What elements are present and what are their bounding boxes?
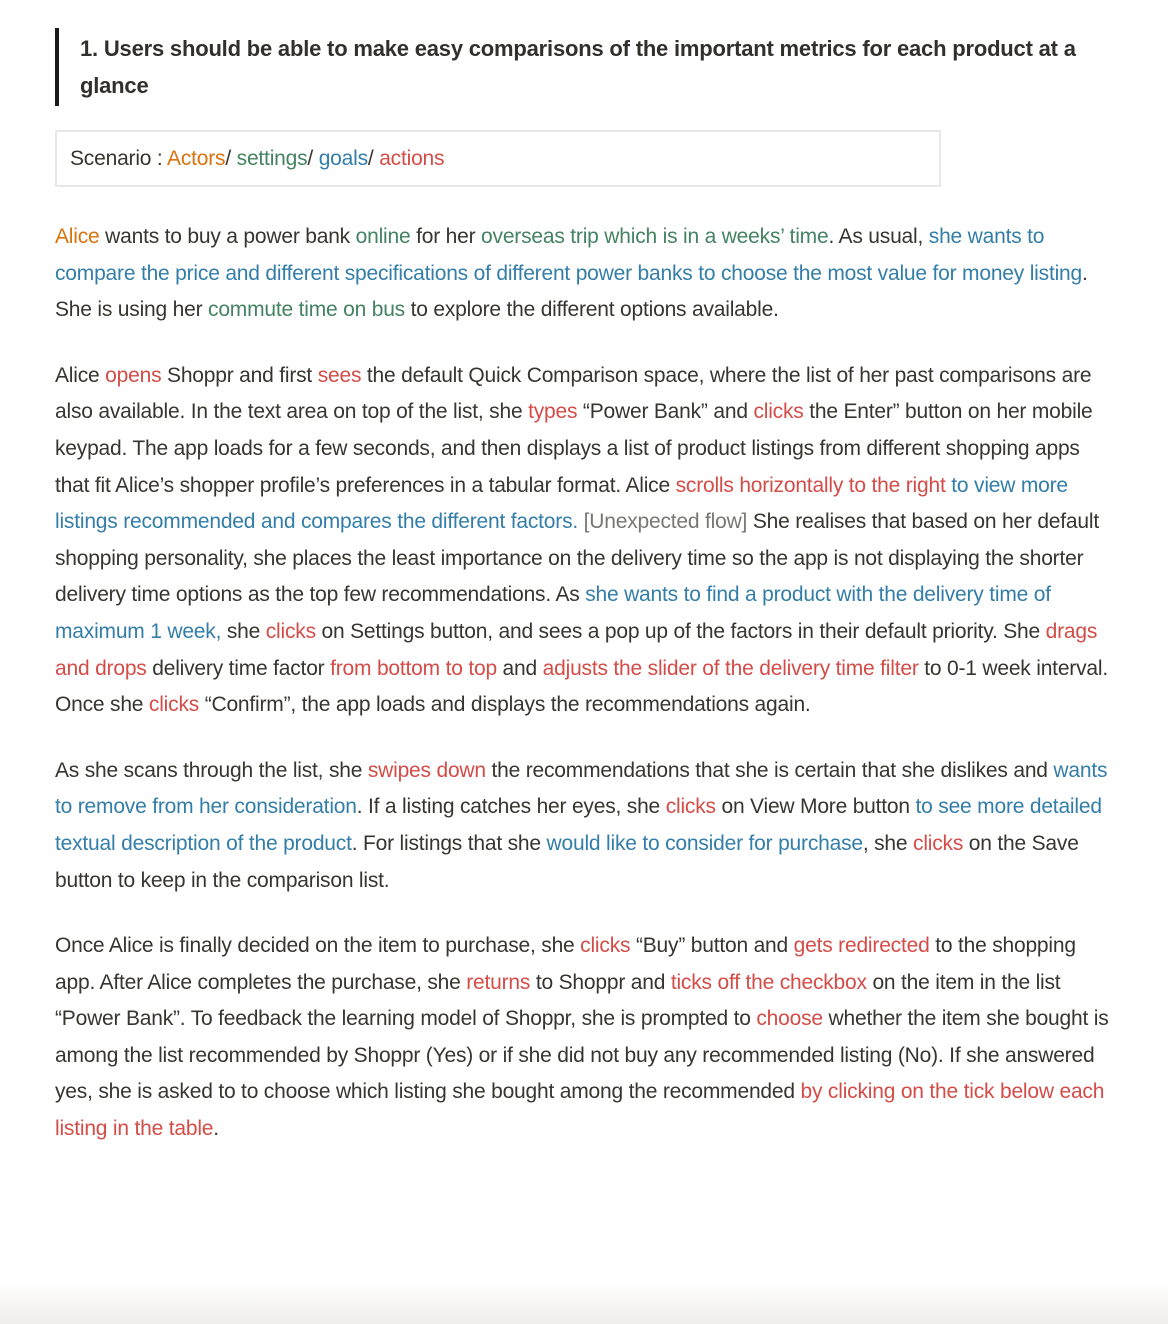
text-span-blue: she wants to find a product with the delivery time of maximum 1 week, [55,583,1051,643]
text-span-default: . For listings that she [351,831,547,855]
text-span-default: to explore the different options available. [404,298,779,322]
text-span-green: settings [236,147,308,170]
text-span-red: from bottom to top [330,656,497,680]
text-span-default: Scenario : [70,147,168,170]
text-span-red: adjusts the slider of the delivery time filter [542,656,919,680]
text-span-blue: wants to remove from her consideration [55,758,1108,819]
text-span-default: on the Save button to keep in the comparison list. [55,831,1079,892]
text-span-blue: would like to consider for purchase [546,831,863,855]
text-span-green: commute time on bus [208,298,405,322]
text-span-red: clicks [665,795,716,819]
page-bottom-fade [0,1282,1168,1324]
text-span-red: returns [466,970,531,994]
text-span-blue: she wants to compare the price and different specifications of different power banks to choose the most value for money listing [55,225,1083,285]
text-span-red: ticks off the checkbox [670,970,867,994]
section-heading: 1. Users should be able to make easy comparisons of the important metrics for each product at a glance [55,28,1110,106]
text-span-default: “Power Bank” and [577,400,754,424]
text-span-default: the default Quick Comparison space, where the list of her past comparisons are also available. In the text area on top of the list, she [55,363,1092,424]
text-span-default: “Buy” button and [630,934,794,958]
text-span-blue: to see more detailed textual description of the product [55,795,1102,855]
text-span-default: As she scans through the list, she [55,758,368,782]
text-span-default: She realises that based on her default shopping personality, she places the least importance on the delivery time so the app is not displaying the shorter delivery time options as the top few recommendations. As [55,510,1099,607]
text-span-default: Once Alice is finally decided on the item to purchase, she [55,934,581,958]
text-span-default: the recommendations that she is certain that she dislikes and [485,758,1054,782]
text-span-red: scrolls horizontally to the right [675,473,946,497]
text-span-default: . [213,1117,219,1141]
text-span-default: Shoppr and first [161,363,318,387]
paragraph-purchase-feedback [55,928,1113,1148]
text-span-red: opens [105,363,162,387]
text-span-default: / [225,147,237,170]
text-span-default: / [367,147,380,170]
text-span-default: , she [862,831,914,855]
text-span-default: on View More button [715,795,916,819]
text-span-red: actions [379,147,445,170]
text-span-red: clicks [265,619,316,643]
paragraph-list-scanning [55,753,1113,899]
text-span-default: . She is using her [55,261,1088,322]
text-span-orange: Alice [55,225,100,248]
text-span-red: drags and drops [55,619,1098,680]
text-span-default: . If a listing catches her eyes, she [356,795,666,819]
text-span-red: by clicking on the tick below each listing in the table [55,1080,1105,1141]
text-span-default: / [307,147,319,170]
text-span-green: overseas trip which is in a weeks’ time [481,225,829,248]
text-span-red: clicks [148,693,200,717]
text-span-default: to 0-1 week interval. Once she [55,656,1108,717]
scenario-box [55,130,941,187]
text-span-default: on Settings button, and sees a pop up of the factors in their default priority. She [315,619,1046,643]
text-span-default: delivery time factor [146,656,331,680]
text-span-default: to Shoppr and [530,970,671,994]
text-span-default: for her [410,225,482,248]
text-span-red: clicks [753,400,804,424]
text-span-red: clicks [580,934,631,958]
text-span-blue: goals [318,147,368,170]
text-span-default: Alice [55,363,106,387]
text-span-default: on the item in the list “Power Bank”. To feedback the learning model of Shoppr, she is prompted to [55,970,1061,1031]
text-span-default: “Confirm”, the app loads and displays the recommendations again. [199,693,811,717]
text-span-red: choose [756,1007,823,1031]
text-span-green: online [355,225,411,248]
scenario-legend [70,143,926,174]
document-body [55,219,1113,1148]
text-span-default: to the shopping app. After Alice completes the purchase, she [55,934,1076,994]
text-span-default: . As usual, [828,225,929,248]
text-span-blue: to view more listings recommended and compares the different factors. [55,473,1068,534]
text-span-default: the Enter” button on her mobile keypad. The app loads for a few seconds, and then displays a list of product listings from different shopping apps that fit Alice’s shopper profile’s preferences in a tabular format. Alice [55,400,1093,497]
text-span-default: wants to buy a power bank [99,225,356,248]
text-span-default: and [496,656,543,680]
text-span-default: whether the item she bought is among the list recommended by Shoppr (Yes) or if she did not buy any recommended listing (No). If she answered yes, she is asked to to choose which listing she bought among the recommended [55,1007,1109,1104]
text-span-red: sees [317,363,362,387]
text-span-red: swipes down [367,758,486,782]
text-span-red: clicks [913,831,964,855]
paragraph-main-flow [55,358,1113,724]
text-span-gray: [Unexpected flow] [583,510,748,534]
text-span-orange: Actors [167,147,226,170]
text-span-red: types [528,400,578,424]
text-span-red: gets redirected [793,934,930,958]
text-span-default: she [221,619,266,643]
paragraph-intro [55,219,1113,329]
